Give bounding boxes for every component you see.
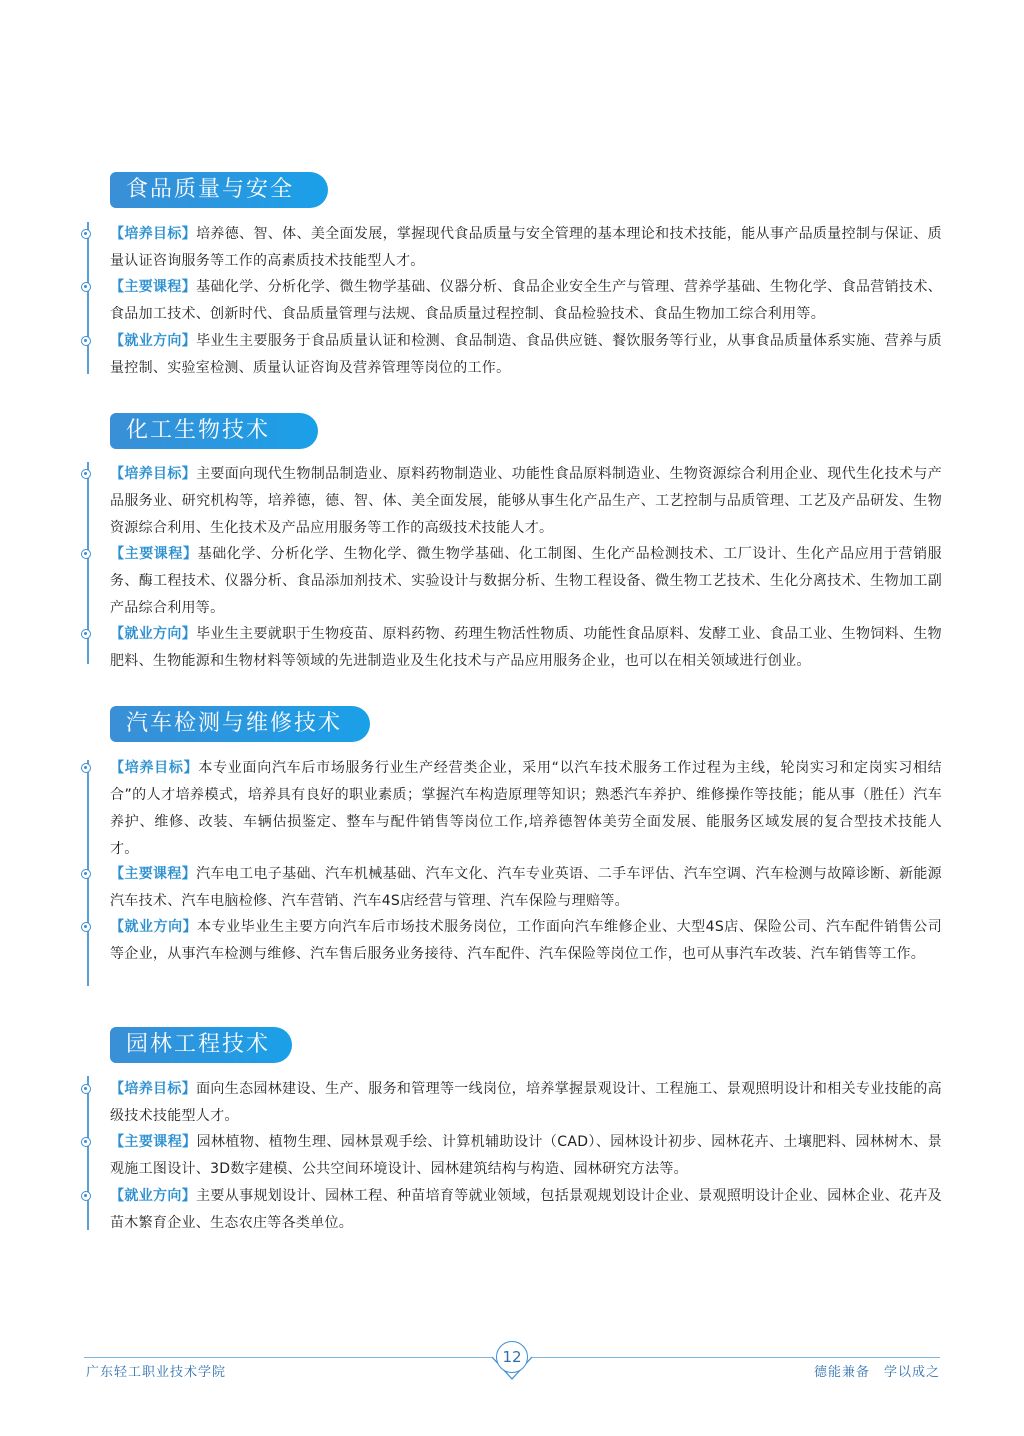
section-paragraph [110,755,942,863]
section-paragraph [110,274,942,328]
section-paragraph [110,541,942,622]
paragraph-text: 园林植物、植物生理、园林景观手绘、计算机辅助设计（CAD）、园林设计初步、园林花卉、土壤肥料、园林树木、景观施工图设计、3D数字建模、公共空间环境设计、园林建筑结构与构造、园林研究方法等。 [110,1134,942,1177]
paragraph-label: 【培养目标】 [110,466,197,482]
paragraph-text: 本专业面向汽车后市场服务行业生产经营类企业，采用“以汽车技术服务工作过程为主线，轮岗实习和定岗实习相结合”的人才培养模式，培养具有良好的职业素质；掌握汽车构造原理等知识；熟悉汽车养护、维修操作等技能；能从事（胜任）汽车养护、维修、改装、车辆估损鉴定、整车与配件销售等岗位工作,培养德智体美劳全面发展、能服务区域发展的复合型技术技能人才。 [110,760,942,857]
paragraph-label: 【就业方向】 [110,919,198,935]
timeline-node-icon [81,922,91,932]
section-paragraph [110,221,942,275]
paragraph-label: 【主要课程】 [110,1134,197,1150]
timeline-node-icon [81,1191,91,1201]
paragraph-label: 【就业方向】 [110,1188,197,1204]
section-title-chem-bio: 化工生物技术 [110,413,318,449]
paragraph-label: 【就业方向】 [110,626,197,642]
paragraph-text: 面向生态园林建设、生产、服务和管理等一线岗位，培养掌握景观设计、工程施工、景观照明设计和相关专业技能的高级技术技能型人才。 [110,1081,942,1124]
timeline-node-icon [81,549,91,559]
paragraph-text: 主要面向现代生物制品制造业、原料药物制造业、功能性食品原料制造业、生物资源综合利用企业、现代生化技术与产品服务业、研究机构等，培养德，德、智、体、美全面发展，能够从事生化产品生产、工艺控制与品质管理、工艺及产品研发、生物资源综合利用、生化技术及产品应用服务等工作的高级技术技能人才。 [110,466,942,536]
section-title-auto-repair: 汽车检测与维修技术 [110,706,370,742]
footer-school-name: 广东轻工职业技术学院 [86,1365,227,1380]
timeline-node-icon [81,336,91,346]
section-title-landscape: 园林工程技术 [110,1027,292,1063]
paragraph-label: 【培养目标】 [110,1081,197,1097]
paragraph-label: 【主要课程】 [110,546,198,562]
paragraph-text: 毕业生主要服务于食品质量认证和检测、食品制造、食品供应链、餐饮服务等行业，从事食品质量体系实施、营养与质量控制、实验室检测、质量认证咨询及营养管理等岗位的工作。 [110,333,942,376]
paragraph-text: 汽车电工电子基础、汽车机械基础、汽车文化、汽车专业英语、二手车评估、汽车空调、汽车检测与故障诊断、新能源汽车技术、汽车电脑检修、汽车营销、汽车4S店经营与管理、汽车保险与理赔等。 [110,866,942,909]
timeline-line [87,222,89,374]
timeline-node-icon [81,1084,91,1094]
timeline-node-icon [81,229,91,239]
section-paragraph [110,1129,942,1183]
section-paragraph [110,1183,942,1237]
paragraph-text: 主要从事规划设计、园林工程、种苗培育等就业领域，包括景观规划设计企业、景观照明设计企业、园林企业、花卉及苗木繁育企业、生态农庄等各类单位。 [110,1188,942,1231]
timeline-node-icon [81,869,91,879]
paragraph-text: 本专业毕业生主要方向汽车后市场技术服务岗位，工作面向汽车维修企业、大型4S店、保险公司、汽车配件销售公司等企业，从事汽车检测与维修、汽车售后服务业务接待、汽车配件、汽车保险等岗位工作，也可从事汽车改装、汽车销售等工作。 [110,919,942,962]
timeline-node-icon [81,282,91,292]
section-paragraph [110,1076,942,1130]
page-number: 12 [496,1341,528,1373]
section-paragraph [110,328,942,382]
paragraph-label: 【就业方向】 [110,333,197,349]
footer-motto: 德能兼备 学以成之 [813,1365,940,1380]
paragraph-text: 基础化学、分析化学、微生物学基础、仪器分析、食品企业安全生产与管理、营养学基础、生物化学、食品营销技术、食品加工技术、创新时代、食品质量管理与法规、食品质量过程控制、食品检验技术、食品生物加工综合利用等。 [110,279,942,322]
timeline-node-icon [81,469,91,479]
section-paragraph [110,621,942,675]
section-title-food-quality: 食品质量与安全 [110,172,328,208]
paragraph-text: 培养德、智、体、美全面发展，掌握现代食品质量与安全管理的基本理论和技术技能，能从事产品质量控制与保证、质量认证咨询服务等工作的高素质技术技能型人才。 [110,226,942,269]
paragraph-label: 【主要课程】 [110,279,197,295]
paragraph-label: 【主要课程】 [110,866,197,882]
footer-divider [532,1357,940,1358]
paragraph-text: 毕业生主要就职于生物疫苗、原料药物、药理生物活性物质、功能性食品原料、发酵工业、食品工业、生物饲料、生物肥料、生物能源和生物材料等领域的先进制造业及生化技术与产品应用服务企业，也可以在相关领域进行创业。 [110,626,942,669]
paragraph-label: 【培养目标】 [110,226,197,242]
timeline-node-icon [81,1137,91,1147]
section-paragraph [110,461,942,542]
paragraph-label: 【培养目标】 [110,760,199,776]
footer-divider [84,1357,492,1358]
paragraph-text: 基础化学、分析化学、生物化学、微生物学基础、化工制图、生化产品检测技术、工厂设计、生化产品应用于营销服务、酶工程技术、仪器分析、食品添加剂技术、实验设计与数据分析、生物工程设备、微生物工艺技术、生化分离技术、生物加工副产品综合利用等。 [110,546,942,616]
timeline-line [87,1076,89,1230]
section-paragraph [110,861,942,915]
section-paragraph [110,914,942,968]
timeline-node-icon [81,629,91,639]
timeline-node-icon [81,763,91,773]
